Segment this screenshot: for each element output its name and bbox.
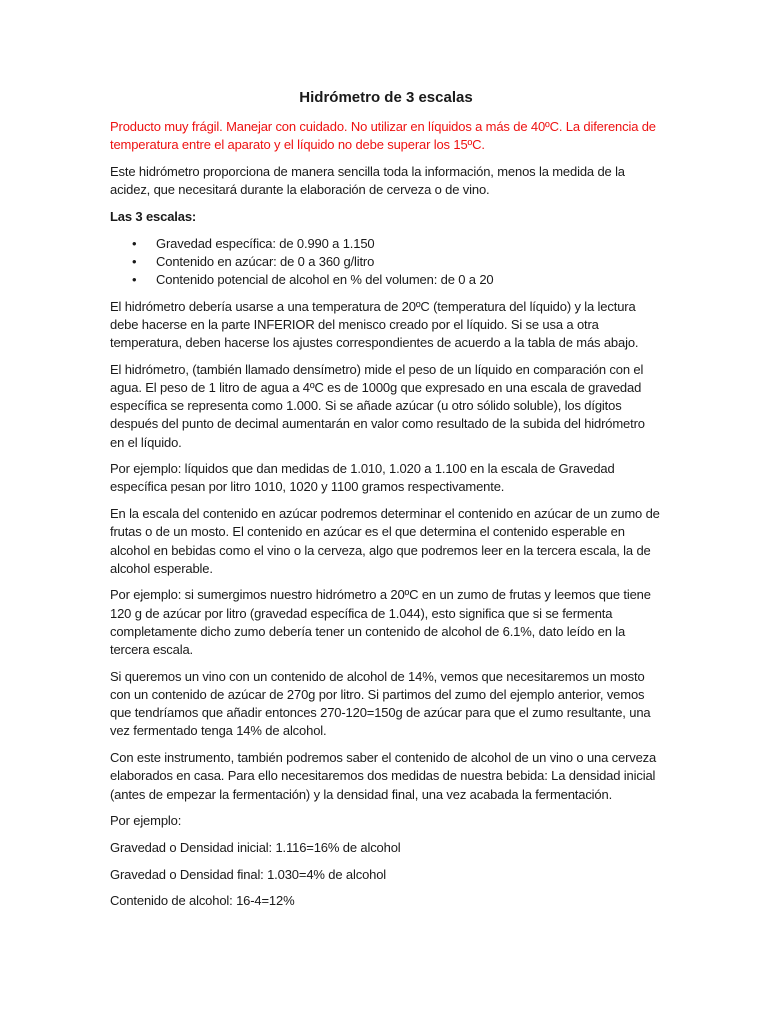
- alcohol-measure-paragraph: Con este instrumento, también podremos saber el contenido de alcohol de un vino o una cerveza elaborados en casa. Para ello necesitaremos dos medidas de nuestra bebida: La densidad inicial (antes de empezar la fermentación) y la densidad final, una vez acabada la fermentación.: [110, 750, 657, 802]
- initial-density-line: Gravedad o Densidad inicial: 1.116=16% de alcohol: [110, 839, 401, 855]
- final-density-line: Gravedad o Densidad final: 1.030=4% de alcohol: [110, 866, 387, 882]
- sugar-scale-paragraph: En la escala del contenido en azúcar podremos determinar el contenido en azúcar de un zumo de frutas o de un mosto. El contenido en azúcar es el que determina el contenido esperable en alcohol en bebidas como el vino o la cerveza, algo que podremos leer en la tercera escala, la de alcohol esperable.: [110, 506, 660, 576]
- temperature-paragraph: El hidrómetro debería usarse a una temperatura de 20ºC (temperatura del líquido) y la lectura debe hacerse en la parte INFERIOR del menisco creado por el líquido. Si se usa a otra temperatura, deben hacerse los ajustes correspondientes de acuerdo a la tabla de más abajo.: [110, 298, 639, 351]
- document-title: Hidrómetro de 3 escalas: [299, 89, 473, 106]
- list-item: [110, 235, 662, 253]
- scales-heading: Las 3 escalas:: [110, 208, 197, 224]
- list-item-text: Gravedad específica: de 0.990 a 1.150: [156, 235, 375, 251]
- wine-example-paragraph: Si queremos un vino con un contenido de alcohol de 14%, vemos que necesitaremos un mosto con un contenido de azúcar de 270g por litro. Si partimos del zumo del ejemplo anterior, vemos que tendríamos que añadir entonces 270-120=150g de azúcar para que el zumo resultante, una vez fermentado tenga 14% de alcohol.: [110, 668, 651, 739]
- bullet-icon: •: [132, 235, 137, 251]
- density-paragraph: El hidrómetro, (también llamado densímetro) mide el peso de un líquido en comparación con el agua. El peso de 1 litro de agua a 4ºC es de 1000g que expresado en una escala de gravedad específica se representa como 1.000. Si se añade azúcar (u otro sólido soluble), los dígitos después del punto de decimal aumentarán en valor como resultado de la subida del hidrómetro en el líquido.: [110, 361, 645, 450]
- juice-example-paragraph: Por ejemplo: si sumergimos nuestro hidrómetro a 20ºC en un zumo de frutas y leemos que tiene 120 g de azúcar por litro (gravedad específica de 1.044), esto significa que si se fermenta completamente dicho zumo debería tener un contenido de alcohol de 6.1%, dato leído en la tercera escala.: [110, 587, 651, 658]
- list-item-text: Contenido en azúcar: de 0 a 360 g/litro: [156, 253, 375, 269]
- list-item-text: Contenido potencial de alcohol en % del volumen: de 0 a 20: [156, 271, 494, 287]
- document-body: [110, 118, 662, 919]
- bullet-icon: •: [132, 271, 137, 287]
- warning-paragraph: Producto muy frágil. Manejar con cuidado. No utilizar en líquidos a más de 40ºC. La diferencia de temperatura entre el aparato y el líquido no debe superar los 15ºC.: [110, 119, 656, 153]
- bullet-icon: •: [132, 253, 137, 269]
- example-label: Por ejemplo:: [110, 813, 182, 829]
- list-item: [110, 253, 662, 271]
- list-item: [110, 271, 662, 289]
- intro-paragraph: Este hidrómetro proporciona de manera sencilla toda la información, menos la medida de la acidez, que necesitará durante la elaboración de cerveza o de vino.: [110, 163, 625, 198]
- gravity-example-paragraph: Por ejemplo: líquidos que dan medidas de 1.010, 1.020 a 1.100 en la escala de Gravedad específica pesan por litro 1010, 1020 y 1100 gramos respectivamente.: [110, 461, 615, 495]
- alcohol-content-line: Contenido de alcohol: 16-4=12%: [110, 893, 295, 909]
- scales-list: [110, 235, 662, 290]
